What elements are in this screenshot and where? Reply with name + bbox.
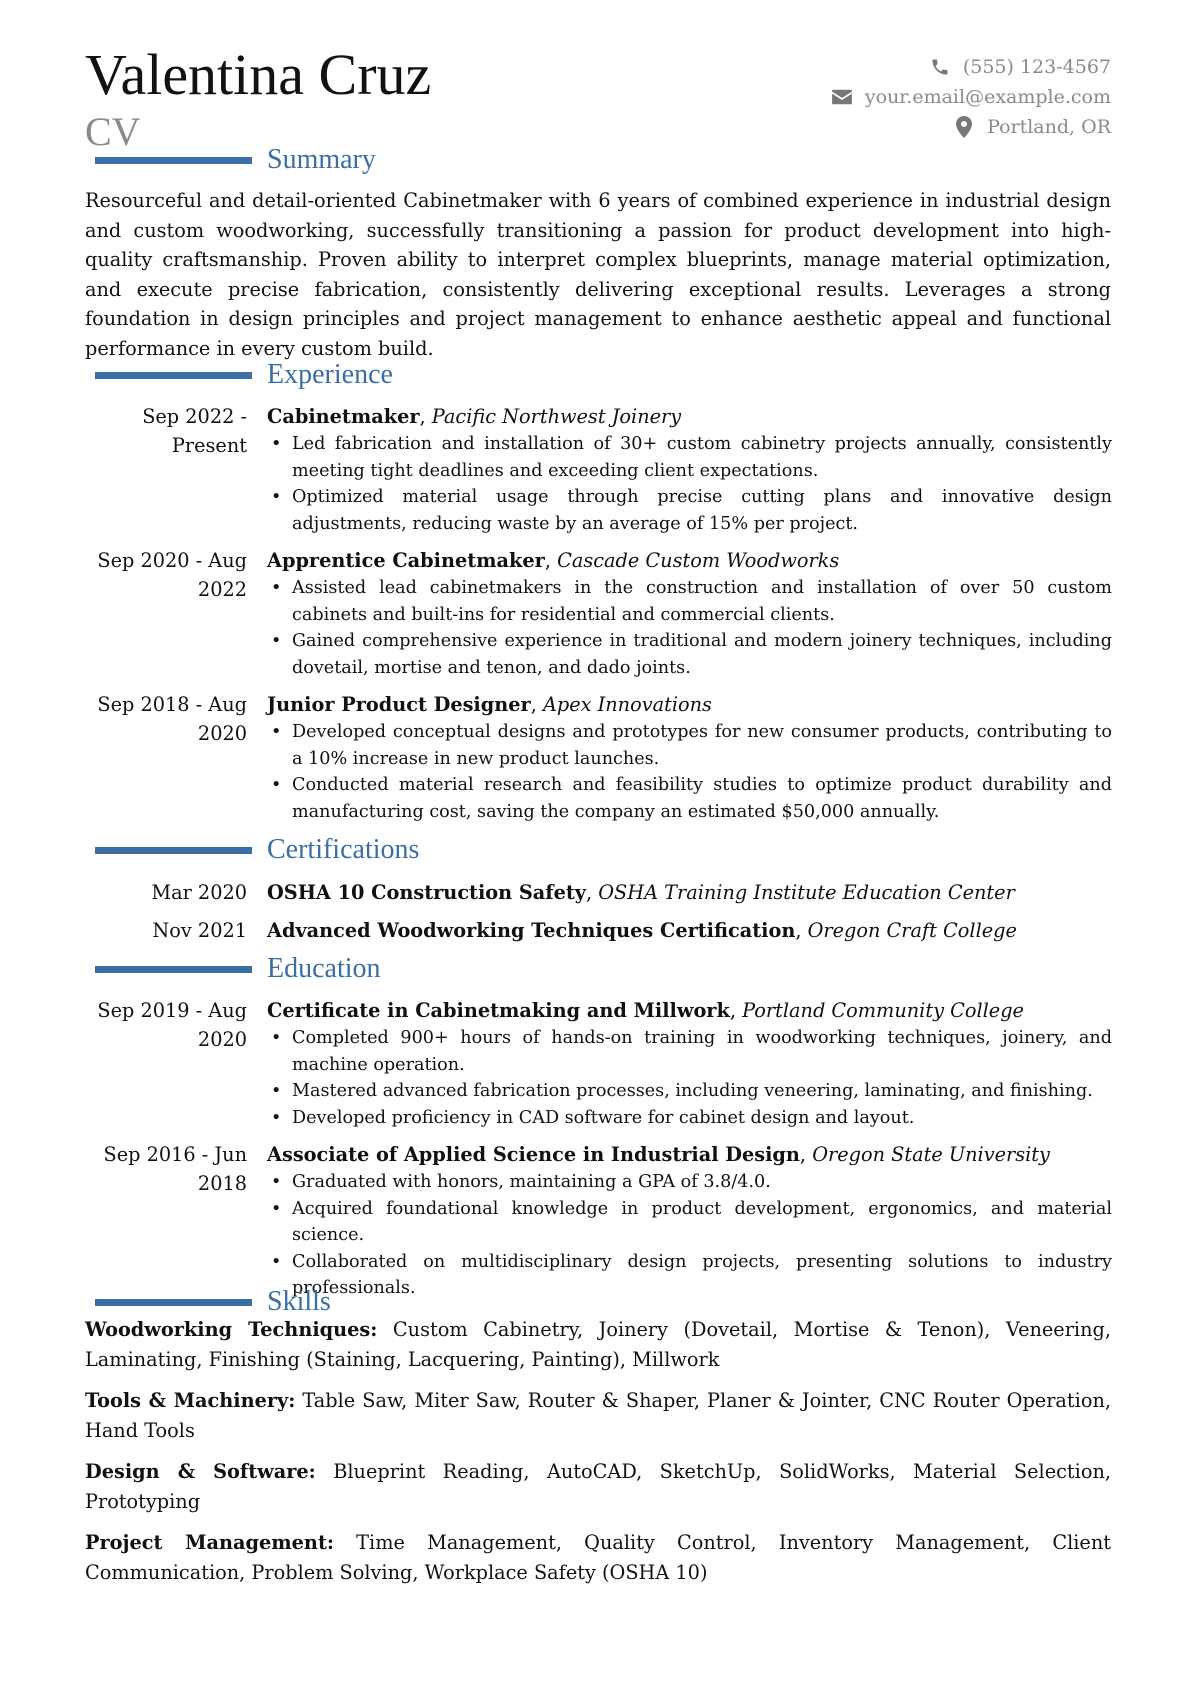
entry-org: Portland Community College xyxy=(742,999,1024,1022)
envelope-icon xyxy=(831,86,853,108)
skill-group xyxy=(85,1457,1111,1516)
entry-date: Mar 2020 xyxy=(151,881,247,904)
section-rule xyxy=(95,847,252,854)
skill-list: Time Management, Quality Control, Inventory Management, Client Communication, Problem Solving, Workplace Safety (OSHA 10) xyxy=(85,1531,1111,1584)
certification-entry xyxy=(0,916,1190,946)
location-text: Portland, OR xyxy=(987,116,1111,138)
entry-header: Cabinetmaker, Pacific Northwest Joinery xyxy=(267,405,682,428)
entry-header: Certificate in Cabinetmaking and Millwork, Portland Community College xyxy=(267,999,1024,1022)
summary-text: Resourceful and detail-oriented Cabinetmaker with 6 years of combined experience in industrial design and custom woodworking, successfully transitioning a passion for product development into high-quality craftsmanship. Proven ability to interpret complex blueprints, manage material optimization, and execute precise fabrication, consistently delivering exceptional results. Leverages a strong foundation in design principles and project management to enhance aesthetic appeal and functional performance in every custom build. xyxy=(85,189,1111,360)
certification-entry xyxy=(0,878,1190,908)
entry-degree: Associate of Applied Science in Industrial Design xyxy=(267,1143,800,1166)
bullet-item: • Led fabrication and installation of 30+ custom cabinetry projects annually, consistently meeting tight deadlines and exceeding client expectations. xyxy=(271,434,1112,481)
entry-body xyxy=(267,996,1112,1131)
contact-info xyxy=(831,52,1111,142)
bullet-item: • Mastered advanced fabrication processes, including veneering, laminating, and finishing. xyxy=(271,1081,1093,1101)
section-rule xyxy=(95,157,252,164)
entry-body xyxy=(267,690,1112,825)
entry-body xyxy=(267,546,1112,681)
section-rule xyxy=(95,966,252,973)
email-text[interactable]: your.email@example.com xyxy=(864,86,1111,108)
bullet-item: • Developed proficiency in CAD software for cabinet design and layout. xyxy=(271,1107,915,1128)
entry-body xyxy=(267,402,1112,537)
bullet-item: • Assisted lead cabinetmakers in the construction and installation of over 50 custom cabinets and built-ins for residential and commercial clients. xyxy=(271,578,1112,625)
education-heading xyxy=(0,952,1190,988)
skill-group xyxy=(85,1386,1111,1445)
document-subtitle: CV xyxy=(85,109,141,154)
entry-degree: Certificate in Cabinetmaking and Millwork xyxy=(267,999,730,1022)
entry-org: Cascade Custom Woodworks xyxy=(557,549,840,572)
cert-name: Advanced Woodworking Techniques Certification xyxy=(267,919,796,942)
skill-group xyxy=(85,1528,1111,1587)
entry-date: Nov 2021 xyxy=(152,919,247,942)
cert-org: OSHA Training Institute Education Center xyxy=(598,881,1015,904)
entry-header: Junior Product Designer, Apex Innovations xyxy=(267,693,712,716)
entry-date: Sep 2019 - Aug 2020 xyxy=(97,999,247,1051)
bullet-item: • Collaborated on multidisciplinary design projects, presenting solutions to industry professionals. xyxy=(271,1251,1112,1298)
entry-org: Apex Innovations xyxy=(542,693,712,716)
entry-header: Apprentice Cabinetmaker, Cascade Custom Woodworks xyxy=(267,549,840,572)
entry-bullets xyxy=(267,1025,1112,1131)
section-rule xyxy=(95,372,252,379)
entry-header: Advanced Woodworking Techniques Certification, Oregon Craft College xyxy=(267,919,1017,942)
map-pin-icon xyxy=(953,116,975,138)
contact-location xyxy=(831,112,1111,142)
entry-org: Pacific Northwest Joinery xyxy=(431,405,682,428)
entry-bullets xyxy=(267,431,1112,537)
entry-header: Associate of Applied Science in Industrial Design, Oregon State University xyxy=(267,1143,1050,1166)
entry-date: Sep 2016 - Jun 2018 xyxy=(103,1143,247,1195)
bullet-item: • Conducted material research and feasibility studies to optimize product durability and manufacturing cost, saving the company an estimated $50,000 annually. xyxy=(271,775,1112,822)
section-title: Education xyxy=(267,953,381,984)
skill-label: Design & Software: xyxy=(85,1460,316,1483)
entry-role: Junior Product Designer xyxy=(267,693,531,716)
contact-email xyxy=(831,82,1111,112)
experience-heading xyxy=(0,358,1190,394)
phone-icon xyxy=(929,56,951,78)
bullet-item: • Developed conceptual designs and prototypes for new consumer products, contributing to a 10% increase in new product launches. xyxy=(271,722,1112,769)
skill-list: Table Saw, Miter Saw, Router & Shaper, Planer & Jointer, CNC Router Operation, Hand Tools xyxy=(85,1389,1111,1442)
section-title: Skills xyxy=(267,1286,331,1317)
bullet-item: • Optimized material usage through precise cutting plans and innovative design adjustments, reducing waste by an average of 15% per project. xyxy=(271,487,1112,534)
entry-role: Apprentice Cabinetmaker xyxy=(267,549,545,572)
skill-group xyxy=(85,1315,1111,1374)
entry-header: OSHA 10 Construction Safety, OSHA Training Institute Education Center xyxy=(267,881,1015,904)
contact-phone xyxy=(831,52,1111,82)
entry-date: Sep 2022 - Present xyxy=(142,405,247,457)
phone-text[interactable]: (555) 123-4567 xyxy=(962,56,1111,78)
entry-bullets xyxy=(267,1169,1112,1302)
skill-label: Tools & Machinery: xyxy=(85,1389,296,1412)
skill-label: Woodworking Techniques: xyxy=(85,1318,378,1341)
section-title: Summary xyxy=(267,144,376,175)
bullet-item: • Acquired foundational knowledge in product development, ergonomics, and material science. xyxy=(271,1198,1112,1245)
cert-name: OSHA 10 Construction Safety xyxy=(267,881,586,904)
bullet-item: • Graduated with honors, maintaining a GPA of 3.8/4.0. xyxy=(271,1172,771,1192)
bullet-item: • Gained comprehensive experience in traditional and modern joinery techniques, including dovetail, mortise and tenon, and dado joints. xyxy=(271,631,1112,678)
entry-date: Sep 2018 - Aug 2020 xyxy=(97,693,247,745)
section-title: Experience xyxy=(267,359,393,390)
skill-list: Blueprint Reading, AutoCAD, SketchUp, SolidWorks, Material Selection, Prototyping xyxy=(85,1460,1111,1513)
candidate-name: Valentina Cruz xyxy=(85,42,432,107)
section-title: Certifications xyxy=(267,834,420,865)
section-rule xyxy=(95,1299,252,1306)
entry-org: Oregon State University xyxy=(812,1143,1050,1166)
summary-heading xyxy=(0,143,1190,179)
certifications-heading xyxy=(0,833,1190,869)
skill-label: Project Management: xyxy=(85,1531,334,1554)
entry-bullets xyxy=(267,719,1112,825)
cert-org: Oregon Craft College xyxy=(807,919,1017,942)
entry-role: Cabinetmaker xyxy=(267,405,420,428)
bullet-item: • Completed 900+ hours of hands-on training in woodworking techniques, joinery, and machine operation. xyxy=(271,1028,1112,1075)
entry-body xyxy=(267,1140,1112,1302)
skill-list: Custom Cabinetry, Joinery (Dovetail, Mortise & Tenon), Veneering, Laminating, Finishing (Staining, Lacquering, Painting), Millwork xyxy=(85,1318,1111,1371)
entry-bullets xyxy=(267,575,1112,681)
entry-date: Sep 2020 - Aug 2022 xyxy=(97,549,247,601)
